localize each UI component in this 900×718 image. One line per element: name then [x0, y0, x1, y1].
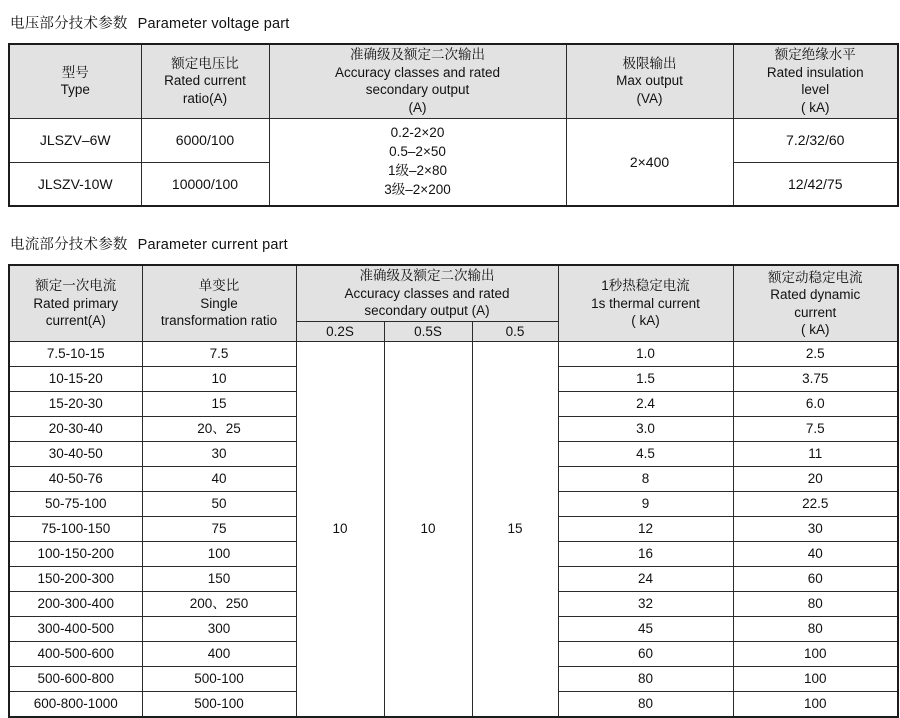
thermal-current-cell: 45: [558, 617, 733, 642]
primary-current-cell: 300-400-500: [9, 617, 142, 642]
header-primary-current: 额定一次电流 Rated primary current(A): [9, 265, 142, 342]
dynamic-current-cell: 20: [733, 467, 898, 492]
single-ratio-cell: 30: [142, 442, 296, 467]
accuracy-output-05s-cell: 10: [384, 342, 472, 717]
primary-current-cell: 200-300-400: [9, 592, 142, 617]
primary-current-cell: 40-50-76: [9, 467, 142, 492]
header-accuracy-output: 准确级及额定二次输出 Accuracy classes and rated secondary output (A): [296, 265, 558, 321]
accuracy-output-02s-cell: 10: [296, 342, 384, 717]
dynamic-current-cell: 60: [733, 567, 898, 592]
table-row: [9, 342, 898, 367]
single-ratio-cell: 10: [142, 367, 296, 392]
dynamic-current-cell: 2.5: [733, 342, 898, 367]
insulation-cell: 7.2/32/60: [733, 118, 898, 162]
thermal-current-cell: 1.5: [558, 367, 733, 392]
single-ratio-cell: 40: [142, 467, 296, 492]
current-parameters-table: [8, 264, 899, 718]
header-dynamic-current: 额定动稳定电流 Rated dynamic current ( kA): [733, 265, 898, 342]
thermal-current-cell: 24: [558, 567, 733, 592]
current-header-row: [9, 265, 898, 321]
voltage-title-zh: 电压部分技术参数: [10, 16, 128, 32]
single-ratio-cell: 15: [142, 392, 296, 417]
primary-current-cell: 50-75-100: [9, 492, 142, 517]
dynamic-current-cell: 80: [733, 592, 898, 617]
table-row: [9, 118, 898, 162]
dynamic-current-cell: 22.5: [733, 492, 898, 517]
primary-current-cell: 150-200-300: [9, 567, 142, 592]
voltage-section-title: [10, 12, 897, 33]
header-accuracy-output: 准确级及额定二次输出 Accuracy classes and rated secondary output (A): [269, 44, 566, 118]
single-ratio-cell: 75: [142, 517, 296, 542]
thermal-current-cell: 32: [558, 592, 733, 617]
single-ratio-cell: 300: [142, 617, 296, 642]
ratio-cell: 6000/100: [141, 118, 269, 162]
primary-current-cell: 600-800-1000: [9, 692, 142, 717]
dynamic-current-cell: 80: [733, 617, 898, 642]
thermal-current-cell: 1.0: [558, 342, 733, 367]
primary-current-cell: 75-100-150: [9, 517, 142, 542]
single-ratio-cell: 7.5: [142, 342, 296, 367]
primary-current-cell: 10-15-20: [9, 367, 142, 392]
type-cell: JLSZV-10W: [9, 162, 141, 206]
thermal-current-cell: 80: [558, 692, 733, 717]
current-section-title: [10, 233, 897, 254]
primary-current-cell: 400-500-600: [9, 642, 142, 667]
section-gap: [8, 207, 897, 231]
dynamic-current-cell: 11: [733, 442, 898, 467]
header-insulation-level: 额定绝缘水平 Rated insulation level ( kA): [733, 44, 898, 118]
single-ratio-cell: 100: [142, 542, 296, 567]
primary-current-cell: 7.5-10-15: [9, 342, 142, 367]
single-ratio-cell: 400: [142, 642, 296, 667]
single-ratio-cell: 50: [142, 492, 296, 517]
current-title-zh: 电流部分技术参数: [10, 237, 128, 253]
dynamic-current-cell: 30: [733, 517, 898, 542]
primary-current-cell: 100-150-200: [9, 542, 142, 567]
single-ratio-cell: 500-100: [142, 667, 296, 692]
dynamic-current-cell: 40: [733, 542, 898, 567]
thermal-current-cell: 9: [558, 492, 733, 517]
single-ratio-cell: 20、25: [142, 417, 296, 442]
thermal-current-cell: 4.5: [558, 442, 733, 467]
thermal-current-cell: 2.4: [558, 392, 733, 417]
subheader-class-05s: 0.5S: [384, 321, 472, 342]
dynamic-current-cell: 3.75: [733, 367, 898, 392]
voltage-header-row: [9, 44, 898, 118]
dynamic-current-cell: 100: [733, 642, 898, 667]
header-type: 型号 Type: [9, 44, 141, 118]
voltage-parameters-table: [8, 43, 899, 207]
thermal-current-cell: 80: [558, 667, 733, 692]
subheader-class-05: 0.5: [472, 321, 558, 342]
type-cell: JLSZV–6W: [9, 118, 141, 162]
single-ratio-cell: 200、250: [142, 592, 296, 617]
header-thermal-current: 1秒热稳定电流 1s thermal current ( kA): [558, 265, 733, 342]
primary-current-cell: 20-30-40: [9, 417, 142, 442]
ratio-cell: 10000/100: [141, 162, 269, 206]
primary-current-cell: 30-40-50: [9, 442, 142, 467]
header-max-output: 极限输出 Max output (VA): [566, 44, 733, 118]
thermal-current-cell: 60: [558, 642, 733, 667]
thermal-current-cell: 8: [558, 467, 733, 492]
voltage-title-en: Parameter voltage part: [137, 16, 290, 32]
header-single-ratio: 单变比 Single transformation ratio: [142, 265, 296, 342]
primary-current-cell: 500-600-800: [9, 667, 142, 692]
dynamic-current-cell: 100: [733, 692, 898, 717]
subheader-class-02s: 0.2S: [296, 321, 384, 342]
current-title-en: Parameter current part: [137, 237, 288, 253]
max-output-cell: 2×400: [566, 118, 733, 206]
accuracy-output-05-cell: 15: [472, 342, 558, 717]
insulation-cell: 12/42/75: [733, 162, 898, 206]
dynamic-current-cell: 7.5: [733, 417, 898, 442]
accuracy-output-cell: 0.2-2×20 0.5–2×50 1级–2×80 3级–2×200: [269, 118, 566, 206]
thermal-current-cell: 12: [558, 517, 733, 542]
single-ratio-cell: 500-100: [142, 692, 296, 717]
thermal-current-cell: 16: [558, 542, 733, 567]
header-rated-ratio: 额定电压比 Rated current ratio(A): [141, 44, 269, 118]
dynamic-current-cell: 6.0: [733, 392, 898, 417]
dynamic-current-cell: 100: [733, 667, 898, 692]
single-ratio-cell: 150: [142, 567, 296, 592]
primary-current-cell: 15-20-30: [9, 392, 142, 417]
thermal-current-cell: 3.0: [558, 417, 733, 442]
